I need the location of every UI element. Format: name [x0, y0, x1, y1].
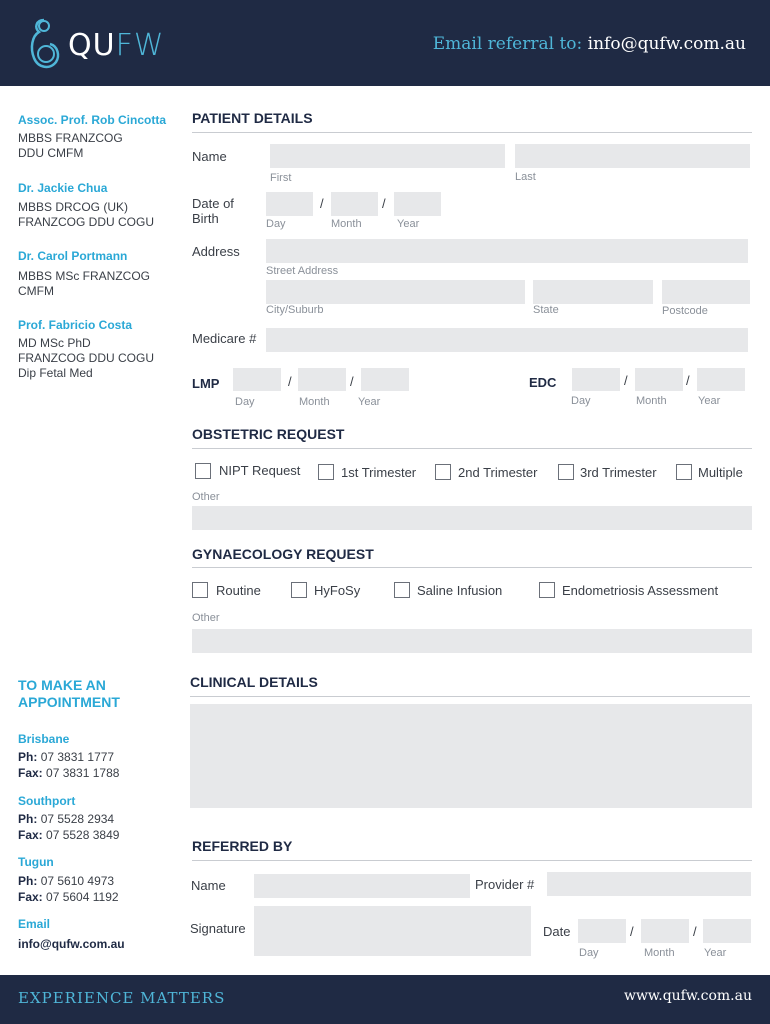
dob-year-field[interactable] [394, 192, 441, 216]
obstetric-other-field[interactable] [192, 506, 752, 530]
footer-website-link[interactable]: www.qufw.com.au [623, 988, 752, 1004]
state-sublabel: State [533, 304, 559, 316]
other-sublabel: Other [192, 491, 220, 503]
clinical-details-title: CLINICAL DETAILS [190, 674, 318, 690]
city-field[interactable] [266, 280, 525, 304]
date-label: Date [543, 924, 571, 939]
hyfosy-checkbox[interactable] [291, 582, 307, 598]
patient-details-title: PATIENT DETAILS [192, 110, 313, 126]
doctor-credentials: MD MSc PhD FRANZCOG DDU COGU Dip Fetal Med [18, 336, 154, 380]
street-sublabel: Street Address [266, 265, 339, 277]
endometriosis-label: Endometriosis Assessment [562, 583, 719, 598]
date-separator: / [288, 374, 292, 389]
date-separator: / [686, 373, 690, 388]
doctor-credentials: MBBS MSc FRANZCOG CMFM [18, 269, 151, 298]
ref-date-year-field[interactable] [703, 919, 751, 943]
multiple-checkbox[interactable] [676, 464, 692, 480]
nipt-checkbox[interactable] [195, 463, 211, 479]
location-city: Brisbane [18, 732, 70, 746]
medicare-field[interactable] [266, 328, 748, 352]
logo-text: QUFW [68, 28, 165, 63]
email-heading: Email [18, 917, 51, 931]
address-label: Address [192, 244, 240, 259]
email-link[interactable]: info@qufw.com.au [18, 937, 125, 951]
doctor-credentials: MBBS FRANZCOG DDU CMFM [18, 131, 123, 160]
medicare-label: Medicare # [192, 331, 257, 346]
phone-link[interactable]: 07 5528 2934 [40, 812, 115, 826]
section-divider [190, 696, 750, 697]
edc-year-field[interactable] [697, 368, 745, 391]
month-sublabel: Month [636, 395, 667, 407]
section-divider [192, 448, 752, 449]
dob-month-field[interactable] [331, 192, 378, 216]
first-trimester-checkbox[interactable] [318, 464, 334, 480]
year-sublabel: Year [704, 947, 727, 959]
section-divider [192, 567, 752, 568]
other-sublabel: Other [192, 612, 220, 624]
location-city: Southport [18, 794, 76, 808]
section-divider [192, 132, 752, 133]
postcode-field[interactable] [662, 280, 750, 304]
phone-link[interactable]: 07 5610 4973 [40, 874, 115, 888]
referrer-name-label: Name [191, 878, 226, 893]
location-contact: Ph: 07 5610 4973 Fax: 07 5604 1192 [18, 874, 119, 904]
signature-field[interactable] [254, 906, 531, 956]
lmp-label: LMP [192, 376, 220, 391]
street-address-field[interactable] [266, 239, 748, 263]
referred-by-title: REFERRED BY [192, 838, 293, 854]
lmp-month-field[interactable] [298, 368, 346, 391]
provider-field[interactable] [547, 872, 751, 896]
routine-label: Routine [216, 583, 261, 598]
first-trimester-label: 1st Trimester [341, 465, 417, 480]
section-divider [192, 860, 752, 861]
endometriosis-checkbox[interactable] [539, 582, 555, 598]
saline-infusion-checkbox[interactable] [394, 582, 410, 598]
location-city: Tugun [18, 855, 54, 869]
date-separator: / [624, 373, 628, 388]
first-sublabel: First [270, 172, 292, 184]
hyfosy-label: HyFoSy [314, 583, 361, 598]
phone-link[interactable]: 07 3831 1777 [40, 750, 115, 764]
month-sublabel: Month [644, 947, 675, 959]
first-name-field[interactable] [270, 144, 505, 168]
year-sublabel: Year [397, 218, 420, 230]
footer-tagline: EXPERIENCE MATTERS [18, 989, 226, 1007]
referrer-name-field[interactable] [254, 874, 470, 898]
edc-day-field[interactable] [572, 368, 620, 391]
logo-icon [26, 16, 62, 72]
doctor-name: Prof. Fabricio Costa [18, 318, 133, 332]
location-contact: Ph: 07 3831 1777 Fax: 07 3831 1788 [18, 750, 120, 780]
doctor-credentials: MBBS DRCOG (UK) FRANZCOG DDU COGU [18, 200, 154, 229]
day-sublabel: Day [571, 395, 591, 407]
signature-label: Signature [190, 921, 246, 936]
third-trimester-label: 3rd Trimester [580, 465, 657, 480]
doctor-name: Dr. Carol Portmann [18, 249, 128, 263]
ref-date-month-field[interactable] [641, 919, 689, 943]
postcode-sublabel: Postcode [662, 305, 708, 317]
doctor-name: Dr. Jackie Chua [18, 181, 108, 195]
obstetric-request-title: OBSTETRIC REQUEST [192, 426, 345, 442]
email-referral-address[interactable]: info@qufw.com.au [587, 34, 746, 54]
gynaecology-other-field[interactable] [192, 629, 752, 653]
gynaecology-request-title: GYNAECOLOGY REQUEST [192, 546, 374, 562]
city-sublabel: City/Suburb [266, 304, 324, 316]
ref-date-day-field[interactable] [578, 919, 626, 943]
date-separator: / [350, 374, 354, 389]
edc-month-field[interactable] [635, 368, 683, 391]
date-separator: / [630, 924, 634, 939]
date-separator: / [320, 196, 324, 211]
year-sublabel: Year [698, 395, 721, 407]
year-sublabel: Year [358, 396, 381, 408]
month-sublabel: Month [331, 218, 362, 230]
lmp-year-field[interactable] [361, 368, 409, 391]
month-sublabel: Month [299, 396, 330, 408]
lmp-day-field[interactable] [233, 368, 281, 391]
last-sublabel: Last [515, 171, 536, 183]
dob-day-field[interactable] [266, 192, 313, 216]
clinical-details-field[interactable] [190, 704, 752, 808]
saline-infusion-label: Saline Infusion [417, 583, 503, 598]
dob-label: Date of Birth [192, 196, 234, 226]
email-referral: Email referral to: info@qufw.com.au [432, 34, 746, 54]
name-label: Name [192, 149, 227, 164]
multiple-label: Multiple [698, 465, 743, 480]
routine-checkbox[interactable] [192, 582, 208, 598]
edc-label: EDC [529, 375, 557, 390]
provider-label: Provider # [475, 877, 535, 892]
location-contact: Ph: 07 5528 2934 Fax: 07 5528 3849 [18, 812, 120, 842]
second-trimester-checkbox[interactable] [435, 464, 451, 480]
second-trimester-label: 2nd Trimester [458, 465, 538, 480]
day-sublabel: Day [266, 218, 286, 230]
day-sublabel: Day [579, 947, 599, 959]
appointment-heading: TO MAKE AN APPOINTMENT [18, 677, 120, 710]
date-separator: / [693, 924, 697, 939]
state-field[interactable] [533, 280, 653, 304]
last-name-field[interactable] [515, 144, 750, 168]
doctor-name: Assoc. Prof. Rob Cincotta [18, 113, 167, 127]
date-separator: / [382, 196, 386, 211]
nipt-label: NIPT Request [219, 463, 301, 478]
third-trimester-checkbox[interactable] [558, 464, 574, 480]
day-sublabel: Day [235, 396, 255, 408]
